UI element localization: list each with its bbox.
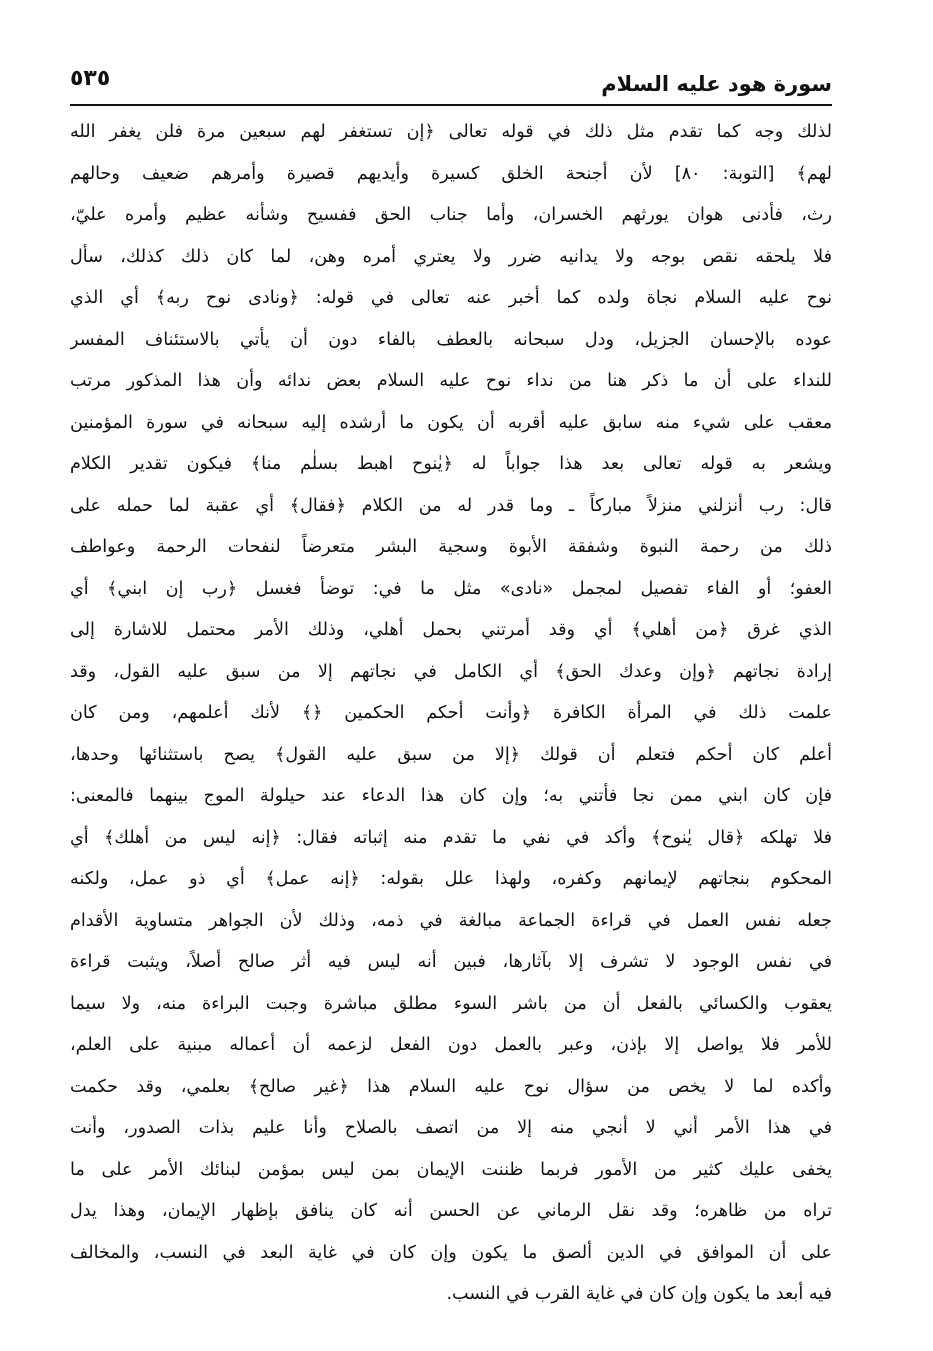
page-number: ٥٣٥ [70,66,111,91]
text-line: فلا تهلكه ﴿قال يٰنوح﴾ وأكد في نفي ما تقدم منه إثباته فقال: ﴿إنه ليس من أهلك﴾ أي [70,827,832,848]
text-line: في نفس الوجود لا تشرف إلا بآثارها، فبين أنه ليس فيه أثر صالح أصلاً، ويثبت قراءة [70,952,832,972]
text-line: فإن كان ابني ممن نجا فأتني به؛ وإن كان هذا الدعاء عند حيلولة الموج بينهما فالمعنى: [70,786,832,806]
text-line: جعله نفس العمل في قراءة الجماعة مبالغة في ذمه، وذلك لأن الجواهر متساوية الأقدام [70,910,832,931]
body-text [70,112,832,1316]
text-line: للنداء على أن ما ذكر هنا من نداء نوح عليه السلام بعض ندائه وأن هذا المذكور مرتب [70,371,832,391]
text-line: يعقوب والكسائي بالفعل أن من باشر السوء مطلق مباشرة وجبت البراءة منه، ولا سيما [70,993,832,1014]
header-divider [70,104,832,106]
text-line: فلا يلحقه نقص بوجه ولا يدانيه ضرر ولا يعتري أمره وهن، لما كان ذلك كذلك، سأل [70,246,832,267]
text-line: في هذا الأمر أني لا أنجي منه إلا من اتصف بالصلاح وأنا عليم بذات الصدور، وأنت [70,1118,832,1138]
text-line: رث، فأدنى هوان يورثهم الخسران، وأما جناب الحق ففسيح وشأنه عظيم وأمره عليّ، [70,205,832,225]
text-line: العفو؛ أو الفاء تفصيل لمجمل «نادى» مثل ما في: توضأ فغسل ﴿رب إن ابني﴾ أي [70,578,832,599]
text-line: قال: رب أنزلني منزلاً مباركاً ـ وما قدر له من الكلام ﴿فقال﴾ أي عقبة لما حمله على [70,495,832,516]
text-line: علمت ذلك في المرأة الكافرة ﴿وأنت أحكم الحكمين ﴿﴾ لأنك أعلمهم، ومن كان [70,703,832,723]
text-line: لذلك وجه كما تقدم مثل ذلك في قوله تعالى ﴿إن تستغفر لهم سبعين مرة فلن يغفر الله [70,122,832,142]
text-line: ويشعر به قوله تعالى بعد هذا جواباً له ﴿يٰنوح اهبط بسلٰم منا﴾ فيكون تقدير الكلام [70,454,832,474]
running-header [70,60,832,104]
text-line: وأكده لما لا يخص من سؤال نوح عليه السلام هذا ﴿غير صالح﴾ بعلمي، وقد حكمت [70,1076,832,1097]
text-line: لهم﴾ [التوبة: ٨٠] لأن أجنحة الخلق كسيرة وأيديهم قصيرة وأمرهم ضعيف وحالهم [70,163,832,184]
text-line: المحكوم بنجاتهم لإيمانهم وكفره، ولهذا علل بقوله: ﴿إنه عمل﴾ أي ذو عمل، ولكنه [70,869,832,889]
chapter-title: سورة هود عليه السلام [601,72,832,96]
text-line: فيه أبعد ما يكون وإن كان في غاية القرب في النسب. [446,1284,832,1304]
text-line: أعلم كان أحكم فتعلم أن قولك ﴿إلا من سبق عليه القول﴾ يصح باستثنائها وحدها، [70,744,832,765]
text-line: تراه من ظاهره؛ وقد نقل الرماني عن الحسن أنه كان ينافق بإظهار الإيمان، وهذا يدل [70,1201,832,1221]
text-line: على أن الموافق في الدين ألصق ما يكون وإن كان في غاية البعد في النسب، والمخالف [70,1242,832,1263]
text-line: إرادة نجاتهم ﴿وإن وعدك الحق﴾ أي الكامل في نجاتهم إلا من سبق عليه القول، وقد [70,661,832,682]
text-line: للأمر فلا يواصل إلا بإذن، وعبر بالعمل دون الفعل لزعمه أن أعماله مبنية على العلم، [70,1035,832,1055]
text-line: نوح عليه السلام نجاة ولده كما أخبر عنه تعالى في قوله: ﴿ونادى نوح ربه﴾ أي الذي [70,288,832,308]
text-line: معقب على شيء منه سابق عليه أقربه أن يكون ما أرشده إليه سبحانه في سورة المؤمنين [70,412,832,433]
text-line: ذلك من رحمة النبوة وشفقة الأبوة وسجية البشر متعرضاً لنفحات الرحمة وعواطف [70,537,832,557]
text-line: يخفى عليك كثير من الأمور فربما ظننت الإيمان بمن ليس بمؤمن لبنائك الأمر على ما [70,1159,832,1180]
text-line: عوده بالإحسان الجزيل، ودل سبحانه بالعطف بالفاء دون أن يأتي بالاستئناف المفسر [70,329,832,350]
text-line: الذي غرق ﴿من أهلي﴾ أي وقد أمرتني بحمل أهلي، وذلك الأمر محتمل للاشارة إلى [70,620,832,640]
